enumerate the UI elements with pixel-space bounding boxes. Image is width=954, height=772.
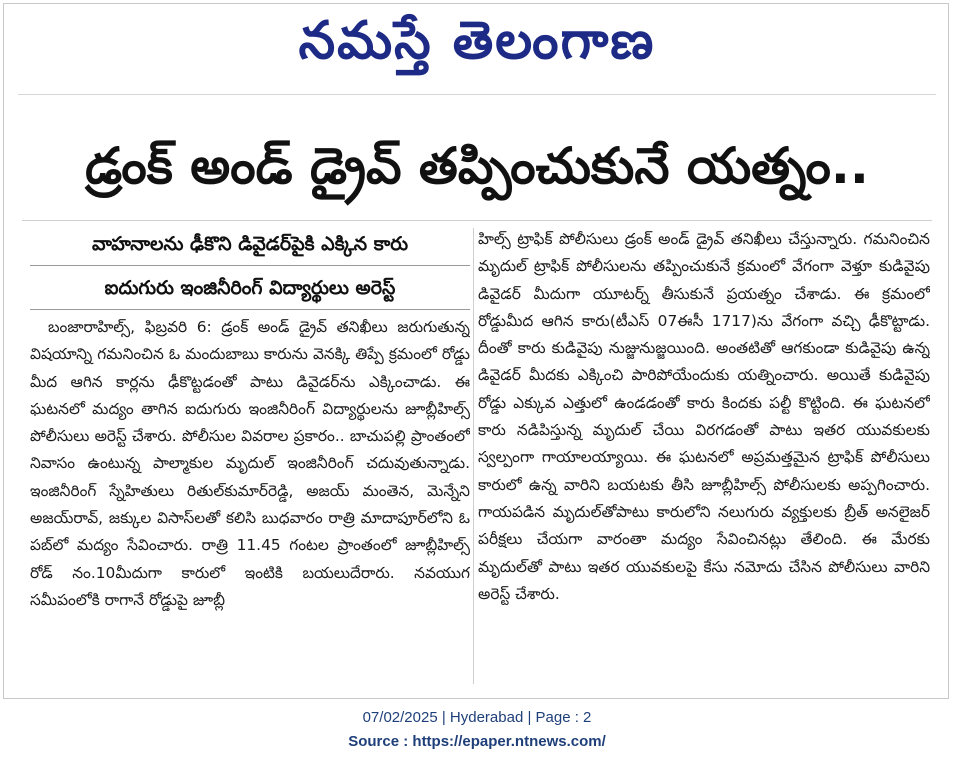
masthead-divider <box>18 94 936 95</box>
article-headline: డ్రంక్ అండ్ డ్రైవ్ తప్పించుకునే యత్నం.. <box>85 137 869 195</box>
column-divider <box>473 228 474 684</box>
article-subhead-2: ఐదుగురు ఇంజినీరింగ్ విద్యార్థులు అరెస్ట్ <box>104 277 396 299</box>
headline-divider <box>22 220 932 221</box>
article-column-right <box>478 226 930 688</box>
article-column-left <box>30 226 470 688</box>
newspaper-masthead: నమస్తే తెలంగాణ <box>298 11 656 71</box>
article-body-left: బంజారాహిల్స్, ఫిబ్రవరి 6: డ్రంక్ అండ్ డ్రైవ్ తనిఖీలు జరుగుతున్న విషయాన్ని గమనించిన ఓ మందుబాబు కారును వెనక్కి తిప్పే క్రమంలో రోడ్డు మీద ఆగిన కార్లను ఢీకొట్టడంతో పాటు డివైడర్‌ను ఎక్కించాడు. ఈ ఘటనలో మద్యం తాగిన ఐదుగురు ఇంజినీరింగ్ విద్యార్థులను జూబ్లీహిల్స్ పోలీసులు అరెస్ట్ చేశారు. పోలీసుల వివరాల ప్రకారం.. బాచుపల్లి ప్రాంతంలో నివాసం ఉంటున్న పాల్మాకుల మృదుల్ ఇంజినీరింగ్ చదువుతున్నాడు. ఇంజినీరింగ్ స్నేహితులు రితుల్‌కుమార్‌రెడ్డి, అజయ్ మంతెన, మెన్నేని అజయ్‌రావ్, జక్కుల విసాస్‌లతో కలిసి బుధవారం రాత్రి మాదాపూర్‌లోని ఓ పబ్‌లో మద్యం సేవించారు. రాత్రి 11.45 గంటల ప్రాంతంలో జూబ్లీహిల్స్ రోడ్ నం.10మీదుగా కారులో ఇంటికి బయలుదేరారు. నవయుగ సమీపంలోకి రాగానే రోడ్డుపై జూబ్లీ <box>30 318 470 609</box>
article-subhead-1: వాహనాలను ఢీకొని డివైడర్‌పైకి ఎక్కిన కారు <box>91 233 409 255</box>
footer-source: Source : https://epaper.ntnews.com/ <box>348 733 606 750</box>
subhead-divider <box>30 309 470 310</box>
article-body-right: హిల్స్ ట్రాఫిక్ పోలీసులు డ్రంక్ అండ్ డ్రైవ్ తనిఖీలు చేస్తున్నారు. గమనించిన మృదుల్ ట్రాఫిక్ పోలీసులను తప్పించుకునే క్రమంలో వేగంగా వెళ్తూ కుడివైపు డివైడర్ మీదుగా యూటర్న్ తీసుకునే ప్రయత్నం చేశాడు. ఈ క్రమంలో రోడ్డుమీద ఆగిన కారు(టీఎస్ 07ఈసీ 1717)ను వేగంగా వచ్చి ఢీకొట్టాడు. దీంతో కారు కుడివైపు నుజ్జునుజ్జయింది. అంతటితో ఆగకుండా కుడివైపు ఉన్న డివైడర్ మీదకు ఎక్కించి పారిపోయేందుకు యత్నించారు. అయితే కుడివైపు రోడ్డు ఎక్కువ ఎత్తులో ఉండడంతో కారు కిందకు పల్టీ కొట్టింది. ఈ ఘటనలో కారు నడిపిస్తున్న మృదుల్ చేయి విరగడంతో పాటు ఇతర యువకులకు స్వల్పంగా గాయాలయ్యాయి. ఈ ఘటనలో అప్రమత్తమైన ట్రాఫిక్ పోలీసులు కారులో ఉన్న వారిని బయటకు తీసి జూబ్లీహిల్స్ పోలీసులకు అప్పగించారు. గాయపడిన మృదుల్‌తోపాటు కారులోని నలుగురు వ్యక్తులకు బ్రీత్ అనలైజర్ పరీక్షలు చేయగా వారంతా మద్యం సేవించినట్లు తేలింది. ఈ మేరకు మృదుల్‌తో పాటు ఇతర యువకులపై కేసు నమోదు చేసిన పోలీసులు వారిని అరెస్ట్ చేశారు. <box>478 230 930 603</box>
subhead-divider <box>30 265 470 266</box>
footer-date-edition: 07/02/2025 | Hyderabad | Page : 2 <box>362 709 592 726</box>
